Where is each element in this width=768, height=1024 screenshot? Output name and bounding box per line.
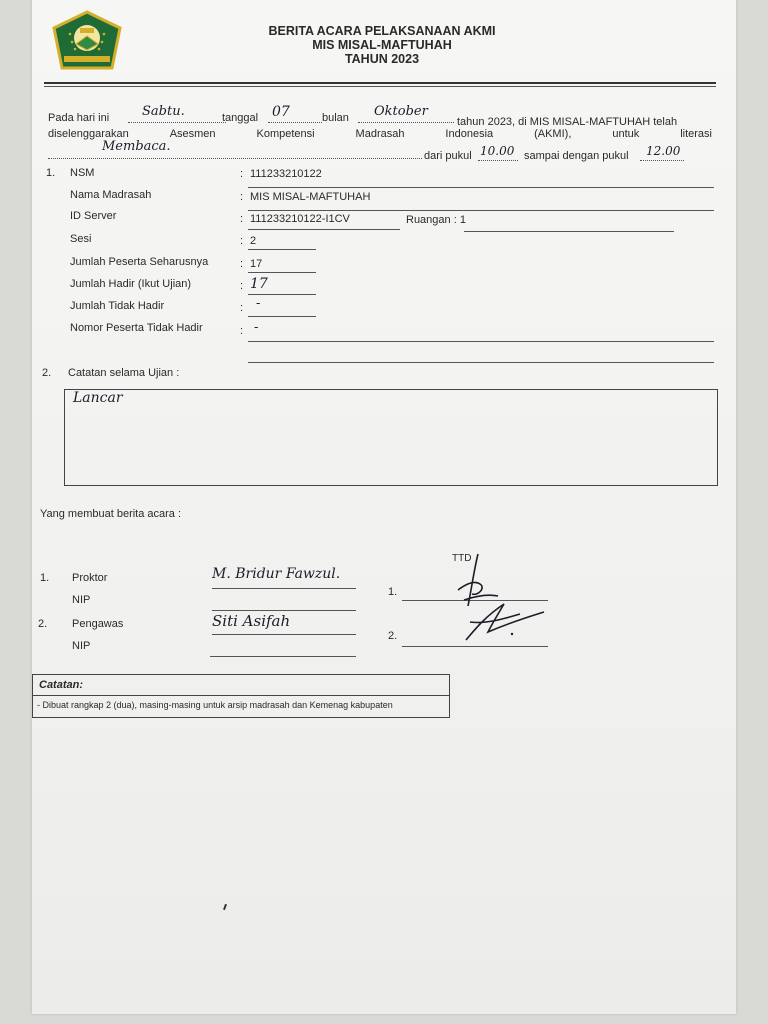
sampai-label: sampai dengan pukul — [524, 150, 629, 162]
catatan-ujian-note: Lancar — [73, 390, 123, 406]
field-value-sesi: 2 — [250, 235, 257, 247]
tahun-text: tahun 2023, di MIS MISAL-MAFTUHAH telah — [457, 116, 678, 128]
word-madrasah: Madrasah — [355, 128, 405, 140]
ruangan-label: Ruangan : 1 — [406, 214, 466, 226]
word-asesmen: Asesmen — [169, 128, 216, 140]
signer-2-nip-line — [210, 656, 356, 657]
field-underline — [248, 341, 714, 342]
literasi-value: Membaca. — [102, 139, 171, 154]
field-underline — [248, 272, 316, 273]
document-page — [32, 0, 736, 1014]
document-title — [232, 24, 532, 66]
field-value-nomor-tidak-hadir: - — [254, 320, 259, 335]
signer-2-name-line — [212, 634, 356, 635]
catatan-divider — [33, 695, 449, 696]
dari-pukul-label: dari pukul — [424, 150, 472, 162]
tanggal-value: 07 — [272, 104, 290, 120]
section-1-number: 1. — [46, 167, 56, 179]
catatan-text: - Dibuat rangkap 2 (dua), masing-masing untuk arsip madrasah dan Kemenag kabupaten — [37, 700, 393, 710]
field-colon: : — [240, 325, 244, 337]
kemenag-logo — [50, 10, 124, 72]
ttd-2-number: 2. — [388, 630, 398, 642]
catatan-box — [32, 674, 450, 718]
title-line-1: BERITA ACARA PELAKSANAAN AKMI — [268, 24, 496, 38]
signer-1-nip-line — [212, 610, 356, 611]
signer-1-name: M. Bridur Fawzul. — [212, 566, 341, 582]
signer-1-number: 1. — [40, 572, 50, 584]
section-2-number: 2. — [42, 367, 52, 379]
field-value-id-server: 111233210122-I1CV — [250, 213, 350, 225]
stray-mark — [223, 904, 227, 910]
signer-1-role: Proktor — [72, 572, 108, 584]
ttd-label: TTD — [452, 553, 472, 564]
intro-pada-hari-ini: Pada hari ini — [48, 112, 110, 124]
section-2-label: Catatan selama Ujian : — [68, 367, 180, 379]
field-colon: : — [240, 258, 244, 270]
title-line-2: MIS MISAL-MAFTUHAH — [312, 38, 452, 52]
field-value-nsm: 111233210122 — [250, 168, 322, 180]
field-underline — [248, 229, 400, 230]
literasi-dots — [48, 158, 422, 159]
signer-2-nip-label: NIP — [72, 640, 91, 652]
dari-pukul-value: 10.00 — [480, 144, 515, 158]
field-underline — [248, 249, 316, 250]
ttd-1-number: 1. — [388, 586, 398, 598]
field-label-jumlah-hadir: Jumlah Hadir (Ikut Ujian) — [70, 278, 192, 290]
bulan-label: bulan — [322, 112, 349, 124]
title-line-3: TAHUN 2023 — [344, 52, 420, 66]
signer-2-role: Pengawas — [72, 618, 124, 630]
field-value-jumlah-hadir: 17 — [250, 276, 268, 292]
signer-2-name: Siti Asifah — [212, 612, 291, 630]
ttd-signature-marks — [428, 550, 548, 650]
word-literasi: literasi — [680, 128, 712, 140]
field-label-tidak-hadir: Jumlah Tidak Hadir — [70, 300, 165, 312]
word-kompetensi: Kompetensi — [256, 128, 315, 140]
hari-dots — [128, 122, 226, 123]
signer-1-name-line — [212, 588, 356, 589]
word-untuk: untuk — [612, 128, 640, 140]
sampai-dots — [640, 160, 684, 161]
field-colon: : — [240, 302, 244, 314]
field-colon: : — [240, 191, 244, 203]
field-underline — [248, 210, 714, 211]
bulan-dots — [358, 122, 454, 123]
sampai-value: 12.00 — [646, 144, 681, 158]
tanggal-label: tanggal — [222, 112, 259, 124]
catatan-heading: Catatan: — [39, 679, 84, 691]
word-akmi: (AKMI), — [534, 128, 572, 140]
bulan-value: Oktober — [374, 104, 428, 119]
ruangan-underline — [464, 231, 674, 232]
header-rule — [44, 82, 716, 84]
field-underline — [248, 187, 714, 188]
field-label-id-server: ID Server — [70, 210, 117, 222]
field-underline-extra — [248, 362, 714, 363]
field-value-tidak-hadir: - — [256, 296, 261, 311]
signatures-intro: Yang membuat berita acara : — [40, 508, 182, 520]
signer-2-number: 2. — [38, 618, 48, 630]
field-underline — [248, 294, 316, 295]
field-label-nsm: NSM — [70, 167, 95, 179]
hari-value: Sabtu. — [142, 104, 185, 119]
header-rule-thin — [44, 86, 716, 87]
field-colon: : — [240, 213, 244, 225]
field-label-nama-madrasah: Nama Madrasah — [70, 189, 152, 201]
field-label-peserta-seharusnya: Jumlah Peserta Seharusnya — [70, 256, 209, 268]
field-label-sesi: Sesi — [70, 233, 92, 245]
dari-pukul-dots — [478, 160, 518, 161]
catatan-ujian-box — [64, 389, 718, 486]
field-colon: : — [240, 168, 244, 180]
word-diselenggarakan: diselenggarakan — [48, 128, 129, 140]
word-indonesia: Indonesia — [445, 128, 494, 140]
field-value-peserta-seharusnya: 17 — [250, 258, 263, 270]
tanggal-dots — [268, 122, 322, 123]
field-label-nomor-tidak-hadir: Nomor Peserta Tidak Hadir — [70, 322, 203, 334]
field-colon: : — [240, 280, 244, 292]
field-value-nama-madrasah: MIS MISAL-MAFTUHAH — [250, 191, 371, 203]
field-colon: : — [240, 235, 244, 247]
signer-1-nip-label: NIP — [72, 594, 91, 606]
field-underline — [248, 316, 316, 317]
